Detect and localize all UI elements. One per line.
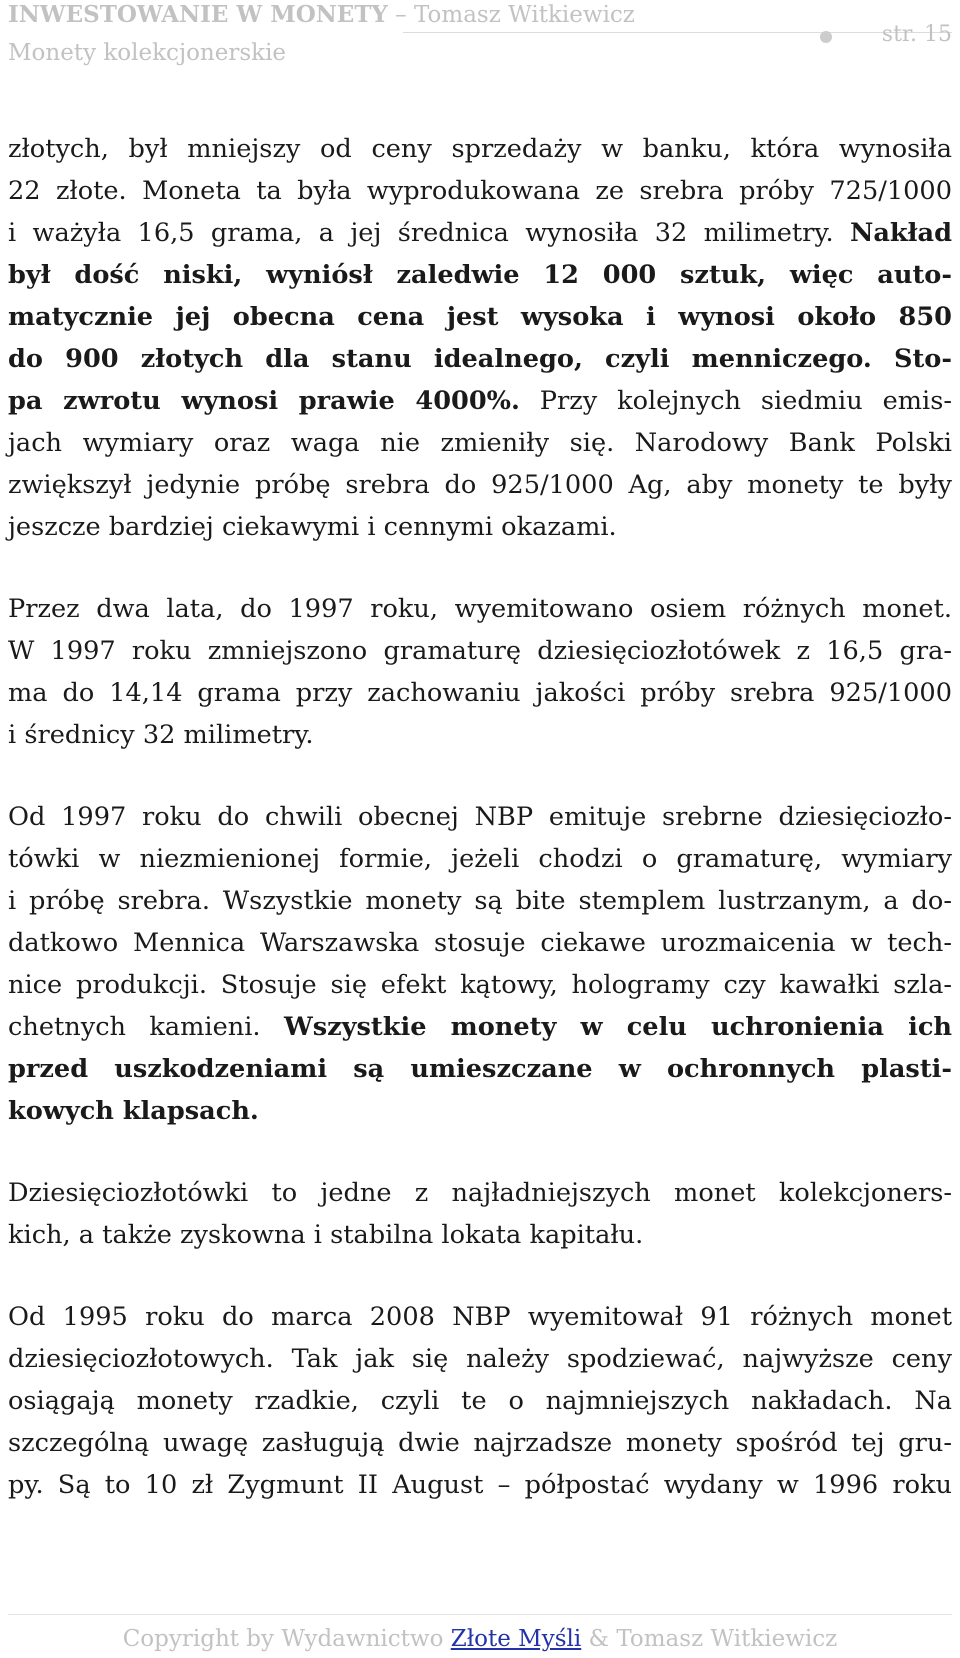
- bold-text: kowych klapsach.: [8, 1096, 259, 1126]
- text-line: [8, 714, 952, 756]
- bold-text: przed uszkodzeniami są umieszczane w ochronnych plasti-: [8, 1054, 952, 1084]
- page-footer: [0, 1624, 960, 1654]
- running-title: [8, 0, 635, 30]
- footer-rule: [8, 1614, 952, 1615]
- header-rule: [403, 32, 952, 33]
- body-text: chetnych kamieni.: [8, 1012, 284, 1042]
- text-line: [8, 506, 952, 548]
- body-text: datkowo Mennica Warszawska stosuje ciekawe urozmaicenia w tech-: [8, 928, 952, 958]
- body-text: i próbę srebra. Wszystkie monety są bite stemplem lustrzanym, a do-: [8, 886, 952, 916]
- text-line: [8, 170, 952, 212]
- page-number: str. 15: [881, 22, 952, 47]
- body-text: szczególną uwagę zasługują dwie najrzadsze monety spośród tej gru-: [8, 1428, 952, 1458]
- body-text: ma do 14,14 grama przy zachowaniu jakości próby srebra 925/1000: [8, 678, 952, 708]
- body-text: Przez dwa lata, do 1997 roku, wyemitowano osiem różnych monet.: [8, 594, 952, 624]
- bold-text: Nakład: [849, 218, 952, 248]
- body-text: dziesięciozłotowych. Tak jak się należy spodziewać, najwyższe ceny: [8, 1344, 952, 1374]
- book-title: INWESTOWANIE W MONETY: [8, 1, 388, 28]
- text-line: [8, 672, 952, 714]
- bold-text: Wszystkie monety w celu uchronienia ich: [283, 1012, 953, 1042]
- body-text: złotych, był mniejszy od ceny sprzedaży w banku, która wynosiła: [8, 134, 952, 164]
- bold-text: do 900 złotych dla stanu idealnego, czyli menniczego. Sto-: [8, 344, 952, 374]
- paragraph: [8, 1172, 952, 1256]
- body-text: tówki w niezmienionej formie, jeżeli chodzi o gramaturę, wymiary: [8, 844, 952, 874]
- text-line: [8, 380, 952, 422]
- text-line: [8, 588, 952, 630]
- body-text: Od 1995 roku do marca 2008 NBP wyemitował 91 różnych monet: [8, 1302, 952, 1332]
- chapter-subtitle: Monety kolekcjonerskie: [8, 40, 287, 66]
- text-line: [8, 1422, 952, 1464]
- bold-text: matycznie jej obecna cena jest wysoka i wynosi około 850: [8, 302, 952, 332]
- body-text: osiągają monety rzadkie, czyli te o najmniejszych nakładach. Na: [8, 1386, 952, 1416]
- body-text: 22 złote. Moneta ta była wyprodukowana ze srebra próby 725/1000: [8, 176, 952, 206]
- text-line: [8, 296, 952, 338]
- author-name: Tomasz Witkiewicz: [413, 2, 635, 28]
- body-text: zwiększył jedynie próbę srebra do 925/1000 Ag, aby monety te były: [8, 470, 952, 500]
- text-line: [8, 796, 952, 838]
- text-line: [8, 212, 952, 254]
- text-line: [8, 254, 952, 296]
- text-line: [8, 1338, 952, 1380]
- text-line: [8, 838, 952, 880]
- text-line: [8, 1214, 952, 1256]
- paragraph: [8, 796, 952, 1132]
- paragraph: [8, 1296, 952, 1506]
- publisher-link[interactable]: Złote Myśli: [450, 1626, 582, 1652]
- body-text: Dziesięciozłotówki to jedne z najładniejszych monet kolekcjoners-: [8, 1178, 952, 1208]
- paragraph: [8, 128, 952, 548]
- title-dash: –: [395, 2, 407, 28]
- body-text: kich, a także zyskowna i stabilna lokata kapitału.: [8, 1220, 644, 1250]
- text-line: [8, 630, 952, 672]
- text-line: [8, 1048, 952, 1090]
- text-line: [8, 422, 952, 464]
- text-line: [8, 922, 952, 964]
- copyright-suffix: & Tomasz Witkiewicz: [581, 1626, 838, 1652]
- body-text: py. Są to 10 zł Zygmunt II August – półpostać wydany w 1996 roku: [8, 1470, 952, 1500]
- text-line: [8, 464, 952, 506]
- body-text: Od 1997 roku do chwili obecnej NBP emituje srebrne dziesięciozło-: [8, 802, 952, 832]
- body-text: Przy kolejnych siedmiu emis-: [519, 386, 952, 416]
- text-line: [8, 1296, 952, 1338]
- bullet-icon: [820, 31, 832, 43]
- body-text: i średnicy 32 milimetry.: [8, 720, 314, 750]
- paragraph: [8, 588, 952, 756]
- text-line: [8, 128, 952, 170]
- bold-text: był dość niski, wyniósł zaledwie 12 000 sztuk, więc auto-: [8, 260, 952, 290]
- text-line: [8, 880, 952, 922]
- text-line: [8, 1380, 952, 1422]
- body-text: nice produkcji. Stosuje się efekt kątowy, hologramy czy kawałki szla-: [8, 970, 952, 1000]
- page-header: [8, 0, 952, 80]
- text-line: [8, 1464, 952, 1506]
- copyright-prefix: Copyright by Wydawnictwo: [122, 1626, 451, 1652]
- text-line: [8, 964, 952, 1006]
- text-line: [8, 1090, 952, 1132]
- bold-text: pa zwrotu wynosi prawie 4000%.: [8, 386, 520, 416]
- text-line: [8, 1006, 952, 1048]
- body-text: W 1997 roku zmniejszono gramaturę dziesięciozłotówek z 16,5 gra-: [8, 636, 952, 666]
- text-line: [8, 1172, 952, 1214]
- body-text: jeszcze bardziej ciekawymi i cennymi okazami.: [8, 512, 617, 542]
- body-text: i ważyła 16,5 grama, a jej średnica wynosiła 32 milimetry.: [8, 218, 850, 248]
- page-body: [8, 128, 952, 1546]
- text-line: [8, 338, 952, 380]
- body-text: jach wymiary oraz waga nie zmieniły się. Narodowy Bank Polski: [8, 428, 952, 458]
